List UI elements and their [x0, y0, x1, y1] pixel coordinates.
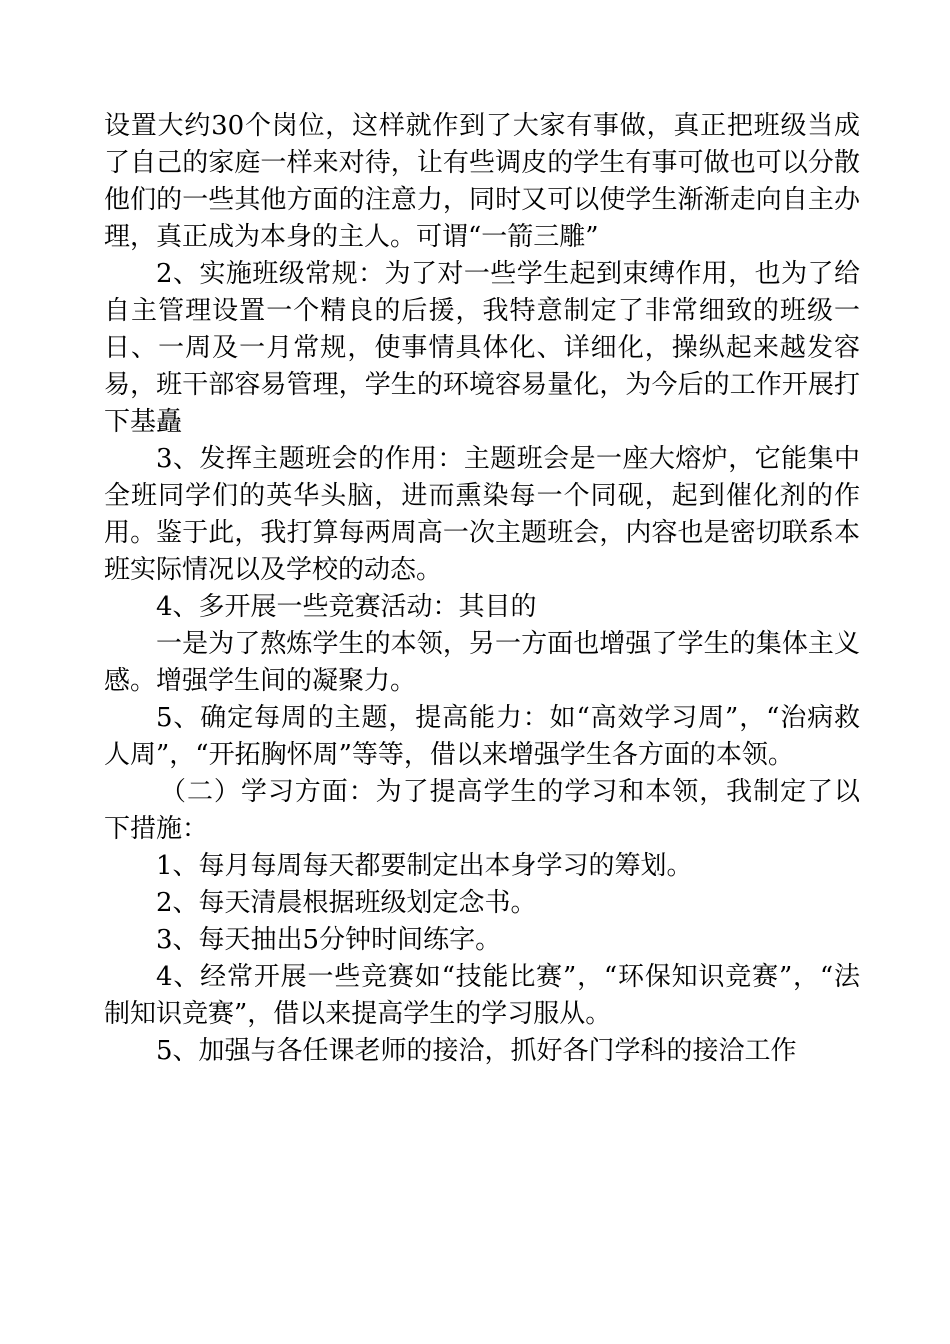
paragraph-class-routine: 2、实施班级常规：为了对一些学生起到束缚作用，也为了给自主管理设置一个精良的后援，我特意制定了非常细致的班级一日、一周及一月常规，使事情具体化、详细化，操纵起来越发容易，班干部容易管理，学生的环境容易量化，为今后的工作开展打下基矗: [104, 259, 860, 437]
list-item-teacher-contact: 5、加强与各任课老师的接洽，抓好各门学科的接洽工作: [156, 1036, 797, 1066]
paragraph-competitions: 4、多开展一些竞赛活动：其目的: [156, 592, 537, 622]
list-item-study-plan: 1、每月每周每天都要制定出本身学习的筹划。: [156, 851, 693, 881]
paragraph-study-section: （二）学习方面：为了提高学生的学习和本领，我制定了以下措施：: [104, 777, 860, 844]
document-body: [104, 108, 860, 1070]
paragraph-theme-meeting: 3、发挥主题班会的作用：主题班会是一座大熔炉，它能集中全班同学们的英华头脑，进而熏染每一个同砚，起到催化剂的作用。鉴于此，我打算每两周高一次主题班会，内容也是密切联系本班实际情况以及学校的动态。: [104, 444, 860, 585]
paragraph-competitions-purpose: 一是为了熬炼学生的本领，另一方面也增强了学生的集体主义感。增强学生间的凝聚力。: [104, 629, 860, 696]
list-item-contests: 4、经常开展一些竞赛如“技能比赛”，“环保知识竞赛”，“法制知识竞赛”，借以来提高学生的学习服从。: [104, 962, 860, 1029]
list-item-morning-reading: 2、每天清晨根据班级划定念书。: [156, 888, 537, 918]
list-item-handwriting: 3、每天抽出5分钟时间练字。: [156, 925, 502, 955]
paragraph-weekly-theme: 5、确定每周的主题，提高能力：如“高效学习周”，“治病救人周”，“开拓胸怀周”等等，借以来增强学生各方面的本领。: [104, 703, 860, 770]
paragraph-continuation: 设置大约30个岗位，这样就作到了大家有事做，真正把班级当成了自己的家庭一样来对待，让有些调皮的学生有事可做也可以分散他们的一些其他方面的注意力，同时又可以使学生渐渐走向自主办理，真正成为本身的主人。可谓“一箭三雕”: [104, 111, 860, 252]
